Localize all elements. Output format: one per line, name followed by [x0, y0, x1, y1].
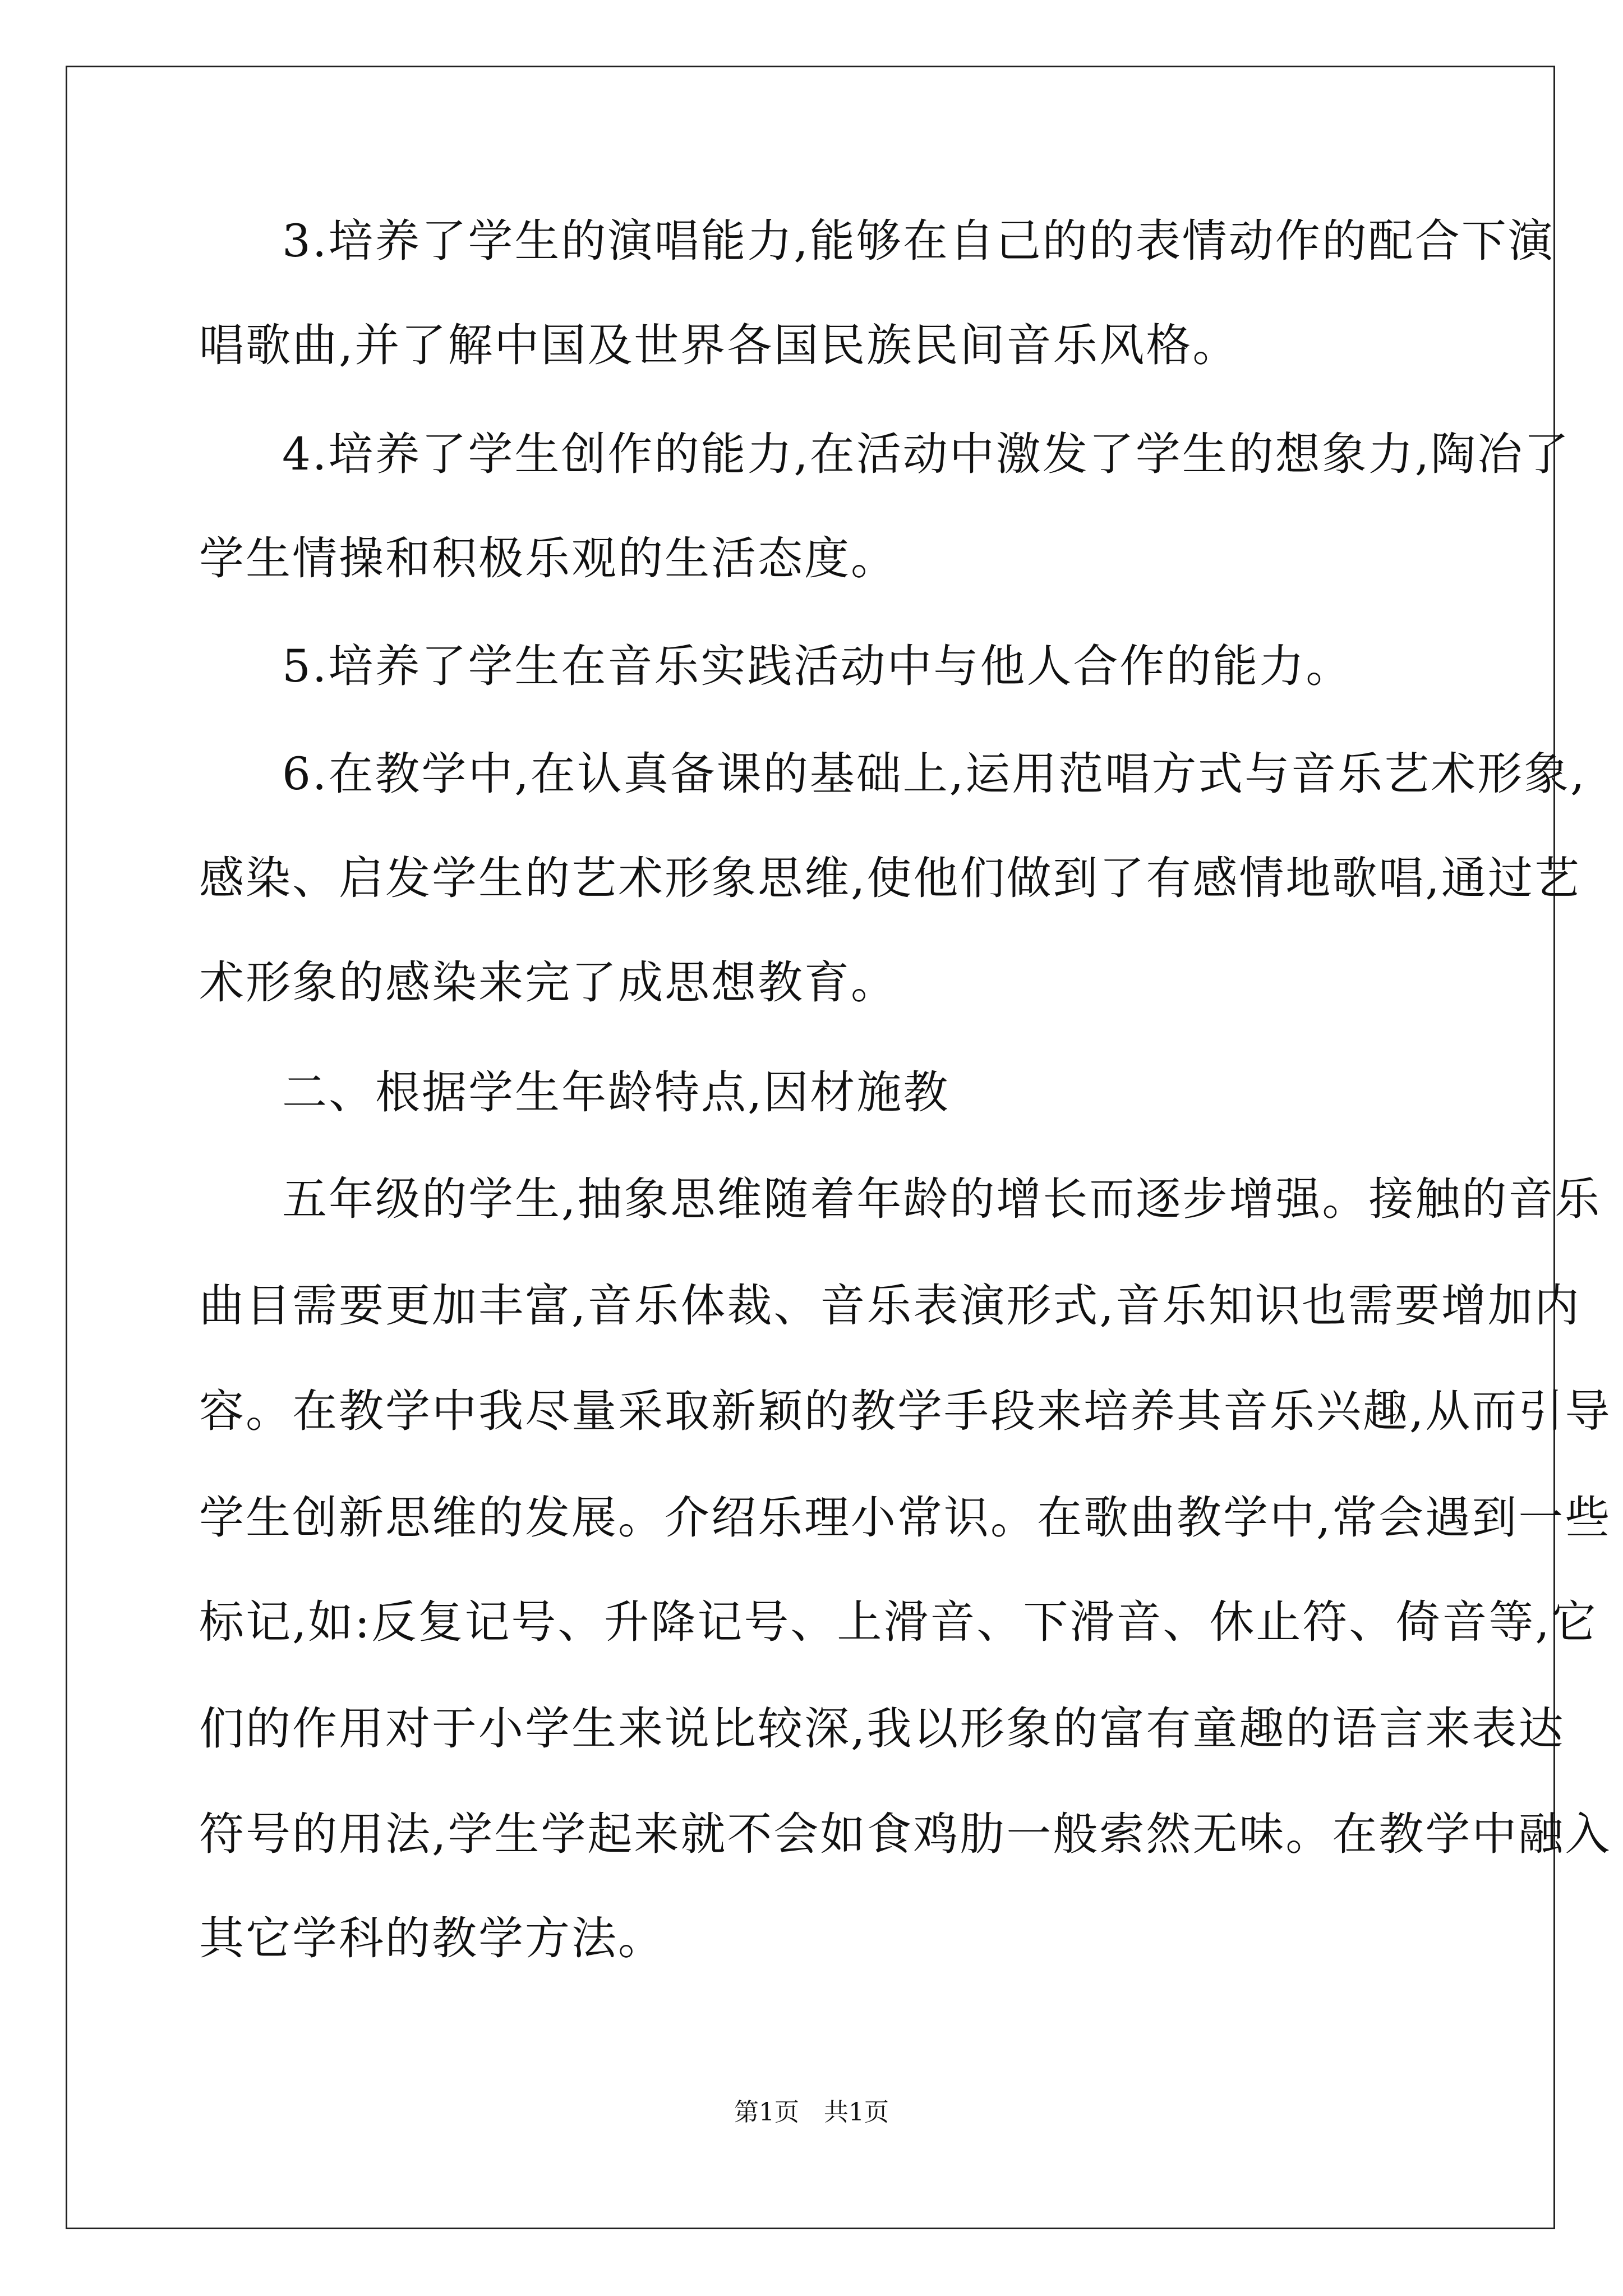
paragraph-line: 曲目需要更加丰富,音乐体裁、音乐表演形式,音乐知识也需要增加内: [199, 1280, 1581, 1332]
page-border: [66, 66, 1555, 2229]
paragraph-line: 术形象的感染来完了成思想教育。: [199, 956, 897, 1009]
paragraph-line: 6.在教学中,在认真备课的基础上,运用范唱方式与音乐艺术形象,: [282, 748, 1587, 800]
paragraph-line: 符号的用法,学生学起来就不会如食鸡肋一般索然无味。在教学中融入: [199, 1808, 1612, 1860]
paragraph-line: 标记,如:反复记号、升降记号、上滑音、下滑音、休止符、倚音等,它: [199, 1596, 1598, 1648]
section-heading: 二、根据学生年龄特点,因材施教: [282, 1066, 950, 1119]
paragraph-line: 们的作用对于小学生来说比较深,我以形象的富有童趣的语言来表达: [199, 1703, 1565, 1755]
paragraph-line: 3.培养了学生的演唱能力,能够在自己的的表情动作的配合下演: [282, 215, 1555, 267]
paragraph-line: 五年级的学生,抽象思维随着年龄的增长而逐步增强。接触的音乐: [282, 1173, 1602, 1225]
paragraph-line: 学生创新思维的发展。介绍乐理小常识。在歌曲教学中,常会遇到一些: [199, 1492, 1612, 1544]
paragraph-line: 其它学科的教学方法。: [199, 1912, 665, 1964]
paragraph-line: 容。在教学中我尽量采取新颖的教学手段来培养其音乐兴趣,从而引导: [199, 1385, 1612, 1437]
paragraph-line: 感染、启发学生的艺术形象思维,使他们做到了有感情地歌唱,通过艺: [199, 852, 1581, 904]
paragraph-line: 唱歌曲,并了解中国及世界各国民族民间音乐风格。: [199, 319, 1239, 371]
page-number-footer: 第1页 共1页: [734, 2098, 889, 2127]
paragraph-line: 5.培养了学生在音乐实践活动中与他人合作的能力。: [282, 640, 1353, 692]
paragraph-line: 4.培养了学生创作的能力,在活动中激发了学生的想象力,陶冶了: [282, 428, 1571, 480]
paragraph-line: 学生情操和积极乐观的生活态度。: [199, 532, 897, 585]
